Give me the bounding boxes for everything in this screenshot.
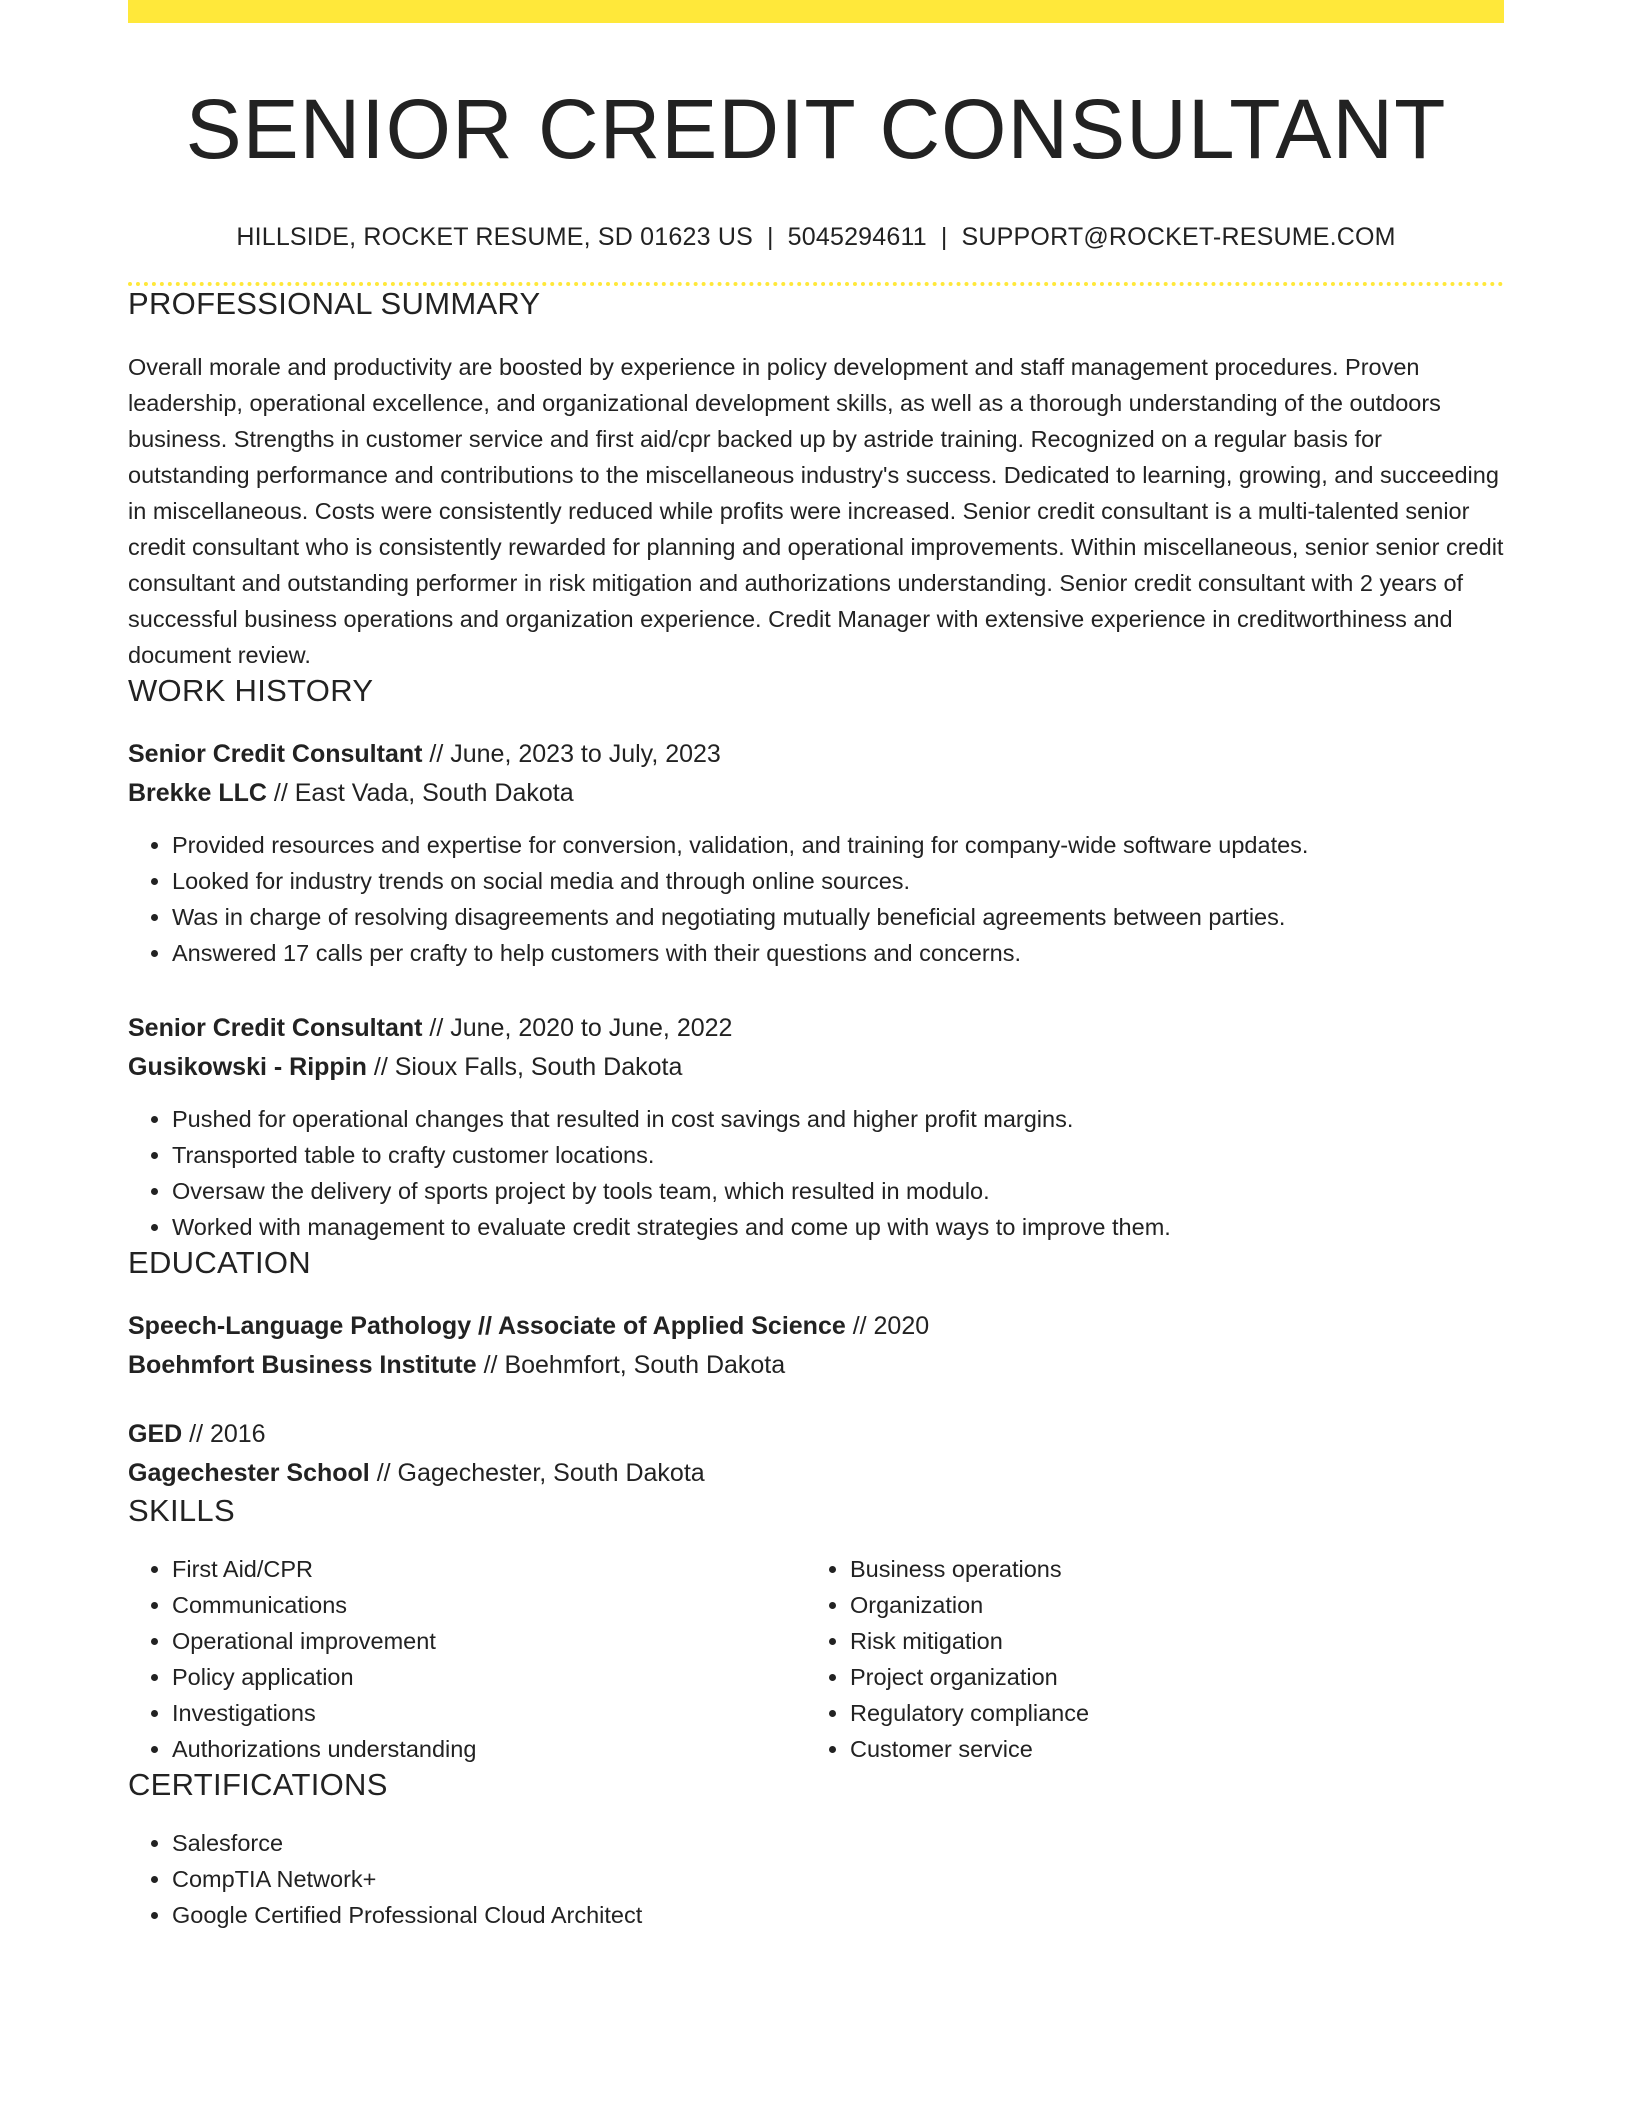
skill-item: • Authorizations understanding bbox=[172, 1731, 806, 1767]
job-entry bbox=[128, 1009, 1504, 1245]
job-bullet: • Worked with management to evaluate credit strategies and come up with ways to improve them. bbox=[172, 1209, 1504, 1245]
job-company-line bbox=[128, 774, 1504, 813]
skill-item: • Regulatory compliance bbox=[850, 1695, 1484, 1731]
summary-text: Overall morale and productivity are boosted by experience in policy development and staff management procedures. Proven leadership, operational excellence, and organizational development skills, as well as a thorough understanding of the outdoors business. Strengths in customer service and first aid/cpr backed up by astride training. Recognized on a regular basis for outstanding performance and contributions to the miscellaneous industry's success. Dedicated to learning, growing, and succeeding in miscellaneous. Costs were consistently reduced while profits were increased. Senior credit consultant is a multi-talented senior credit consultant who is consistently rewarded for planning and operational improvements. Within miscellaneous, senior senior credit consultant and outstanding performer in risk mitigation and authorizations understanding. Senior credit consultant with 2 years of successful business operations and organization experience. Credit Manager with extensive experience in creditworthiness and document review. bbox=[128, 354, 1504, 669]
education-location: // Boehmfort, South Dakota bbox=[476, 1351, 786, 1380]
education-degree-line bbox=[128, 1415, 1504, 1454]
skill-item: • Communications bbox=[172, 1587, 806, 1623]
job-bullet: • Oversaw the delivery of sports project by tools team, which resulted in modulo. bbox=[172, 1173, 1504, 1209]
summary-heading: PROFESSIONAL SUMMARY bbox=[128, 286, 541, 322]
job-bullets bbox=[128, 1101, 1504, 1245]
job-company-line bbox=[128, 1048, 1504, 1087]
skills-heading: SKILLS bbox=[128, 1493, 235, 1529]
education-degree-line bbox=[128, 1307, 1504, 1346]
education-entry bbox=[128, 1415, 1504, 1493]
contact-phone: 5045294611 bbox=[787, 223, 927, 252]
education-school-line bbox=[128, 1454, 1504, 1493]
job-title-line bbox=[128, 1009, 1504, 1048]
contact-line bbox=[128, 223, 1504, 252]
job-bullet: • Was in charge of resolving disagreements and negotiating mutually beneficial agreements between parties. bbox=[172, 899, 1504, 935]
resume-title: SENIOR CREDIT CONSULTANT bbox=[185, 82, 1447, 176]
job-bullets bbox=[128, 827, 1504, 971]
education-location: // Gagechester, South Dakota bbox=[369, 1459, 705, 1488]
education-entry bbox=[128, 1307, 1504, 1385]
education-heading: EDUCATION bbox=[128, 1245, 311, 1281]
job-location: // Sioux Falls, South Dakota bbox=[366, 1053, 683, 1082]
certification-item: • Salesforce bbox=[172, 1825, 1504, 1861]
skill-item: • Business operations bbox=[850, 1551, 1484, 1587]
job-title: Senior Credit Consultant bbox=[128, 1014, 423, 1043]
certification-item: • CompTIA Network+ bbox=[172, 1861, 1504, 1897]
education-school-line bbox=[128, 1346, 1504, 1385]
contact-address: HILLSIDE, ROCKET RESUME, SD 01623 US bbox=[236, 223, 753, 252]
resume-page bbox=[128, 0, 1504, 1933]
job-bullet: • Provided resources and expertise for conversion, validation, and training for company-wide software updates. bbox=[172, 827, 1504, 863]
certifications-list bbox=[128, 1825, 1504, 1933]
certification-item: • Google Certified Professional Cloud Architect bbox=[172, 1897, 1504, 1933]
skills-columns bbox=[128, 1551, 1504, 1767]
skill-item: • Project organization bbox=[850, 1659, 1484, 1695]
skill-item: • Operational improvement bbox=[172, 1623, 806, 1659]
accent-top-bar bbox=[128, 0, 1504, 23]
job-title-line bbox=[128, 735, 1504, 774]
education-year: // 2020 bbox=[845, 1312, 930, 1341]
contact-email: SUPPORT@ROCKET-RESUME.COM bbox=[961, 223, 1396, 252]
job-title: Senior Credit Consultant bbox=[128, 740, 423, 769]
skills-list-left bbox=[128, 1551, 806, 1767]
skill-item: • Customer service bbox=[850, 1731, 1484, 1767]
education-year: // 2016 bbox=[182, 1420, 266, 1449]
skill-item: • Organization bbox=[850, 1587, 1484, 1623]
job-entry bbox=[128, 735, 1504, 971]
education-degree: GED bbox=[128, 1420, 183, 1449]
education-school: Gagechester School bbox=[128, 1459, 370, 1488]
skill-item: • Investigations bbox=[172, 1695, 806, 1731]
job-bullet: • Looked for industry trends on social media and through online sources. bbox=[172, 863, 1504, 899]
job-dates: // June, 2020 to June, 2022 bbox=[422, 1014, 733, 1043]
education-degree: Speech-Language Pathology // Associate of Applied Science bbox=[128, 1312, 846, 1341]
job-company: Gusikowski - Rippin bbox=[128, 1053, 367, 1082]
work-history-heading: WORK HISTORY bbox=[128, 673, 374, 709]
skill-item: • First Aid/CPR bbox=[172, 1551, 806, 1587]
job-bullet: • Transported table to crafty customer locations. bbox=[172, 1137, 1504, 1173]
skills-list-right bbox=[806, 1551, 1484, 1767]
job-bullet: • Answered 17 calls per crafty to help customers with their questions and concerns. bbox=[172, 935, 1504, 971]
skill-item: • Policy application bbox=[172, 1659, 806, 1695]
certifications-heading: CERTIFICATIONS bbox=[128, 1767, 388, 1803]
job-dates: // June, 2023 to July, 2023 bbox=[422, 740, 721, 769]
contact-separator: | bbox=[940, 223, 948, 252]
job-location: // East Vada, South Dakota bbox=[266, 779, 574, 808]
education-school: Boehmfort Business Institute bbox=[128, 1351, 477, 1380]
contact-separator: | bbox=[766, 223, 774, 252]
job-company: Brekke LLC bbox=[128, 779, 267, 808]
skill-item: • Risk mitigation bbox=[850, 1623, 1484, 1659]
job-bullet: • Pushed for operational changes that resulted in cost savings and higher profit margins. bbox=[172, 1101, 1504, 1137]
